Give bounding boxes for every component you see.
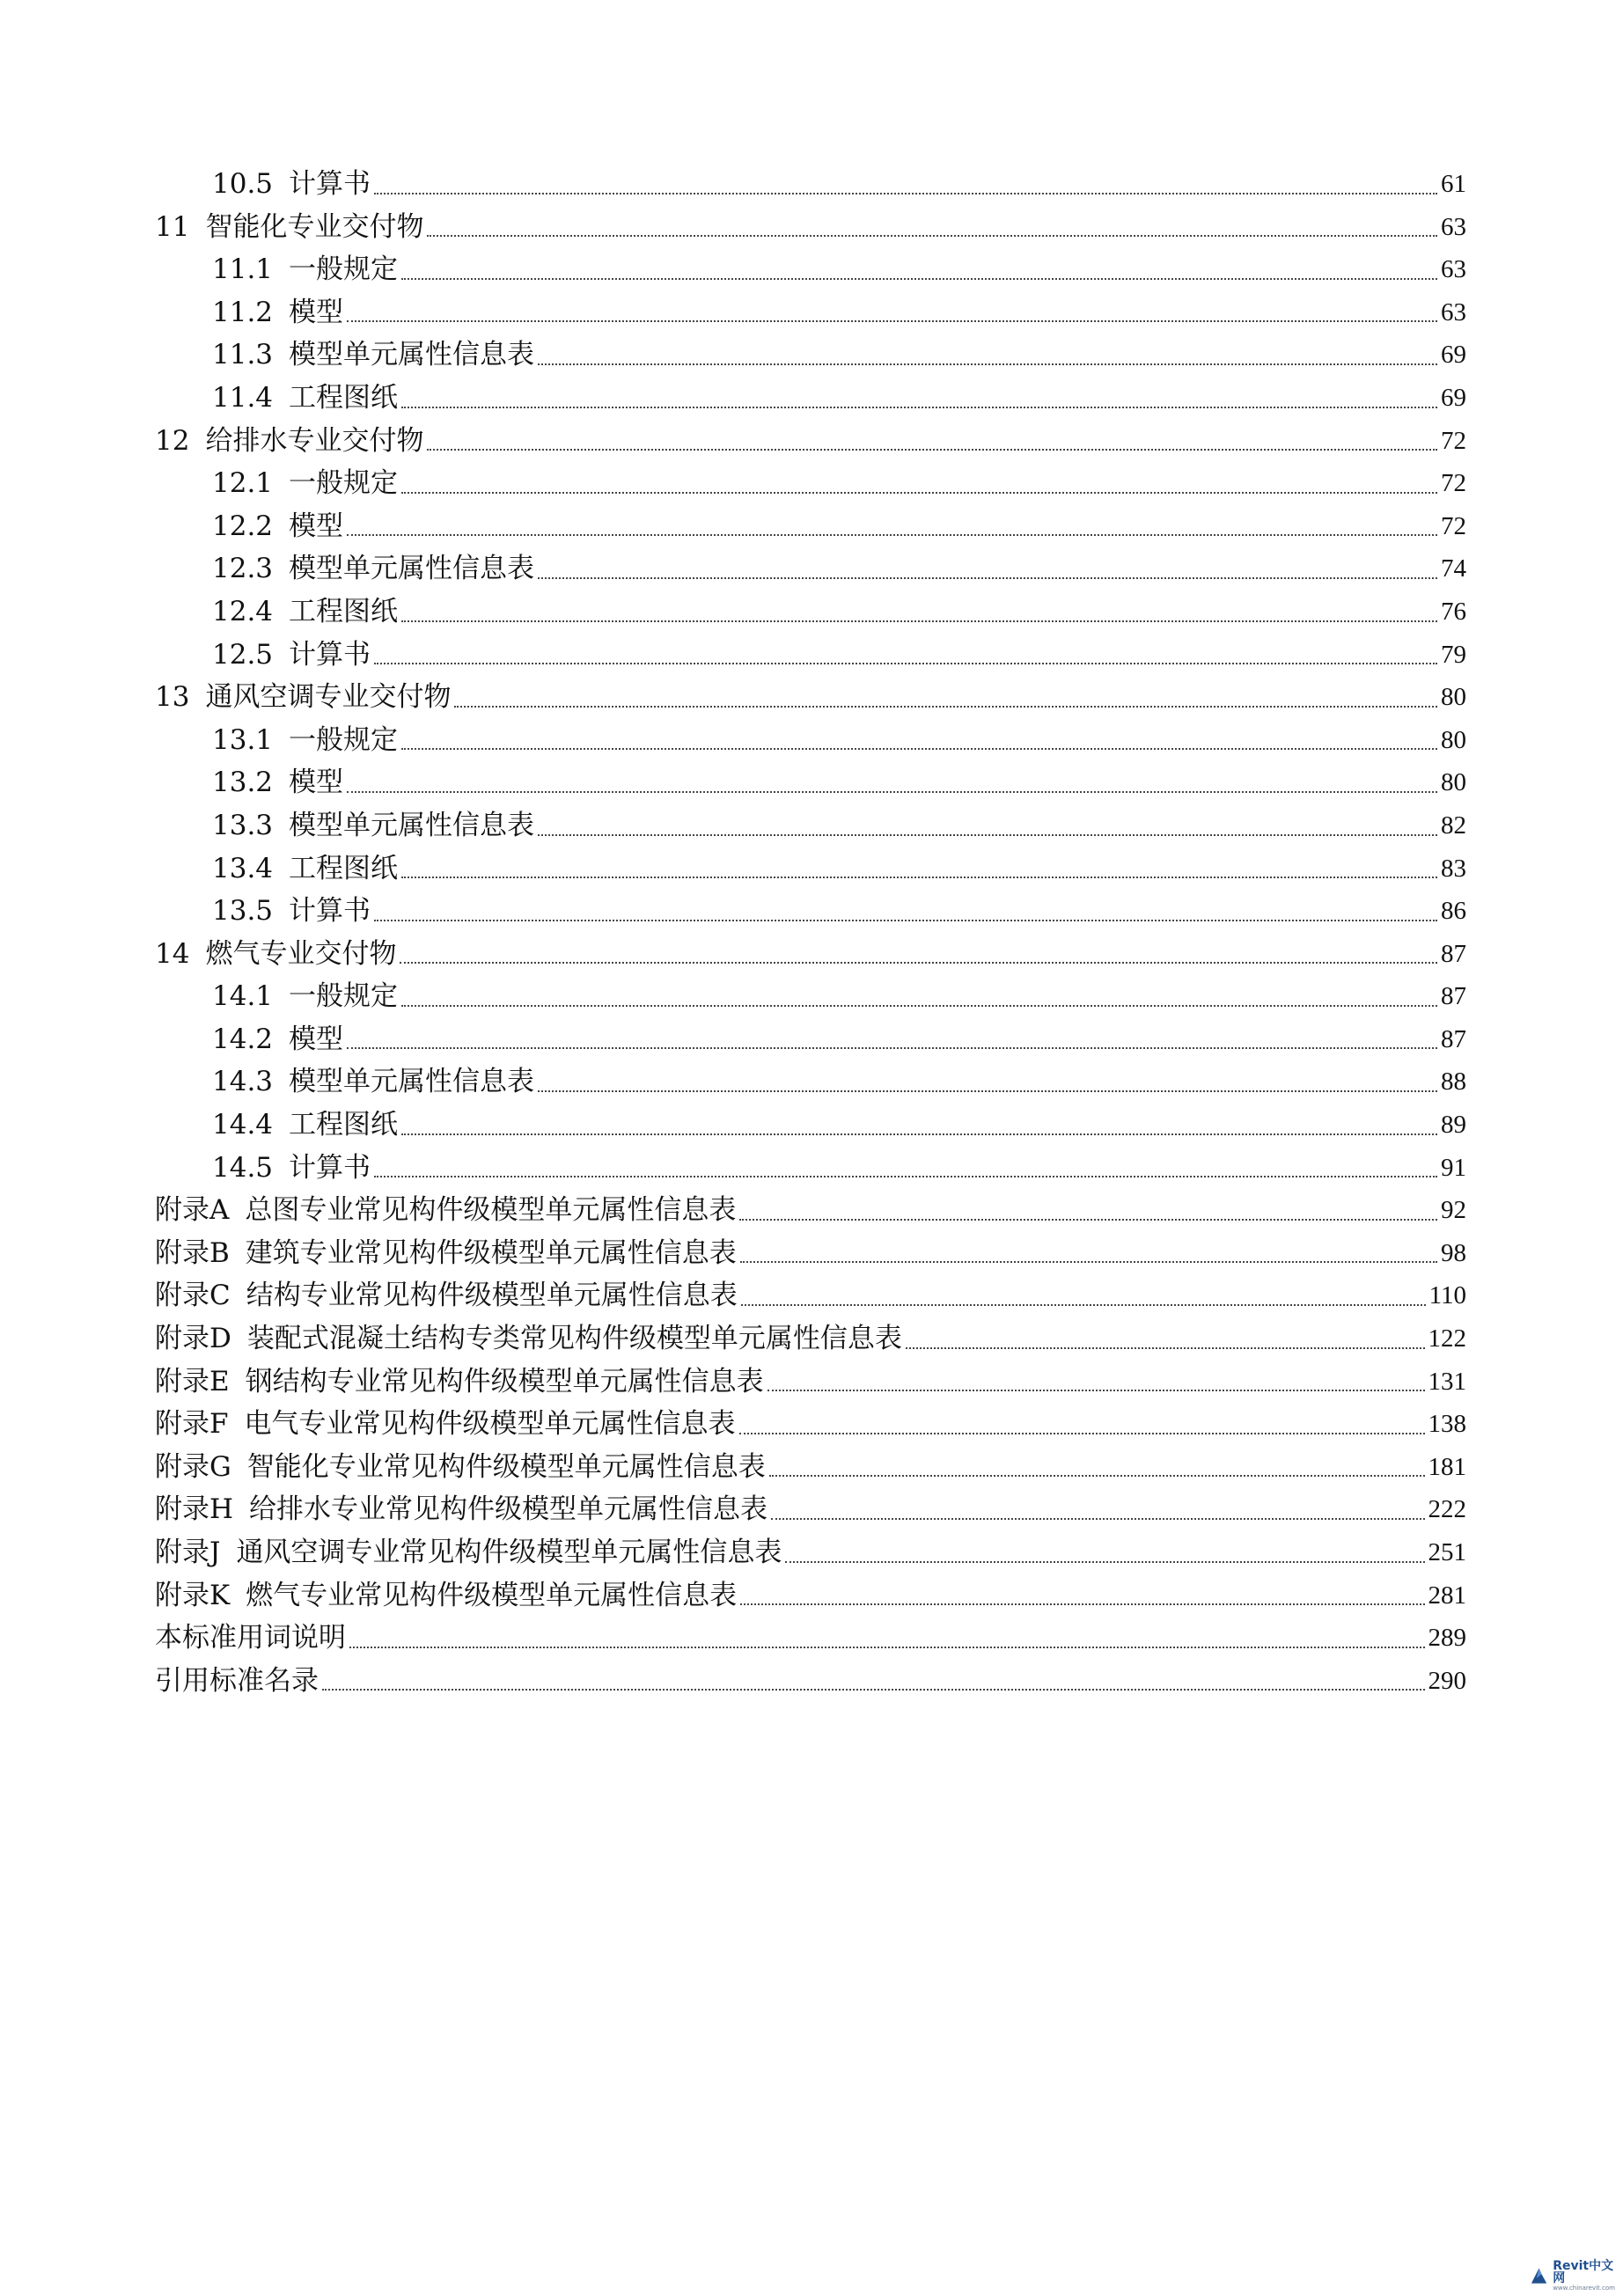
toc-entry-label: [155, 206, 423, 249]
toc-leader-dots: [538, 577, 1437, 579]
toc-entry[interactable]: [155, 890, 1466, 933]
toc-entry-label: [212, 462, 398, 505]
toc-entry-title: 模型: [289, 296, 344, 328]
toc-page-number: 72: [1441, 469, 1466, 498]
toc-page-number: 82: [1441, 811, 1466, 840]
toc-entry[interactable]: [155, 804, 1466, 847]
toc-entry-label: [155, 1574, 737, 1617]
toc-entry-number: 11.4: [212, 381, 274, 414]
toc-leader-dots: [771, 1518, 1424, 1520]
toc-entry-number: 11.2: [212, 296, 274, 328]
toc-entry-number: 附录C: [155, 1280, 231, 1312]
toc-leader-dots: [347, 1047, 1437, 1049]
toc-entry-label: [212, 847, 398, 891]
toc-entry[interactable]: [155, 420, 1466, 463]
toc-entry-label: [212, 975, 398, 1018]
toc-entry-number: 13.3: [212, 809, 274, 841]
toc-entry-title: 通风空调专业交付物: [205, 681, 452, 714]
toc-entry-label: [155, 1531, 782, 1574]
toc-entry-label: [212, 591, 398, 634]
toc-entry-title: 结构专业常见构件级模型单元属性信息表: [246, 1280, 738, 1312]
toc-entry[interactable]: [155, 933, 1466, 976]
toc-leader-dots: [427, 449, 1437, 451]
toc-entry-label: [155, 676, 451, 719]
toc-leader-dots: [374, 663, 1437, 664]
toc-entry[interactable]: [155, 1104, 1466, 1147]
toc-entry-number: 13.4: [212, 852, 274, 884]
toc-page-number: 80: [1441, 683, 1466, 712]
toc-page-number: 290: [1428, 1666, 1466, 1695]
toc-entry-title: 智能化专业常见构件级模型单元属性信息表: [246, 1450, 766, 1483]
toc-entry-title: 装配式混凝土结构专类常见构件级模型单元属性信息表: [246, 1323, 902, 1355]
toc-entry-title: 模型单元属性信息表: [289, 1066, 535, 1098]
toc-entry-label: [212, 804, 534, 847]
toc-entry[interactable]: [155, 462, 1466, 505]
toc-leader-dots: [401, 748, 1437, 750]
toc-entry-label: [212, 163, 371, 206]
toc-entry[interactable]: [155, 1488, 1466, 1531]
toc-entry-number: 附录D: [155, 1323, 231, 1355]
toc-leader-dots: [347, 320, 1437, 322]
toc-entry-number: 附录F: [155, 1408, 229, 1441]
toc-entry-label: [155, 1446, 766, 1489]
toc-entry-label: [212, 547, 534, 591]
toc-entry[interactable]: [155, 761, 1466, 804]
toc-entry-label: [155, 1317, 902, 1361]
toc-entry[interactable]: [155, 1446, 1466, 1489]
toc-entry-title: 燃气专业常见构件级模型单元属性信息表: [246, 1579, 738, 1611]
toc-entry[interactable]: [155, 1147, 1466, 1190]
toc-entry[interactable]: [155, 1531, 1466, 1574]
toc-entry-label: [212, 291, 343, 334]
toc-leader-dots: [401, 278, 1437, 280]
toc-entry-title: 工程图纸: [289, 381, 399, 414]
toc-entry-label: [212, 1104, 398, 1147]
toc-leader-dots: [785, 1561, 1424, 1563]
toc-entry-number: 13.2: [212, 767, 274, 799]
toc-page-number: 88: [1441, 1067, 1466, 1097]
toc-page-number: 89: [1441, 1111, 1466, 1140]
toc-entry-number: 10.5: [212, 168, 274, 200]
toc-entry[interactable]: [155, 1274, 1466, 1317]
toc-entry-number: 附录J: [155, 1537, 221, 1568]
toc-entry-title: 模型单元属性信息表: [289, 553, 535, 585]
toc-page-number: 74: [1441, 554, 1466, 583]
toc-entry[interactable]: [155, 1189, 1466, 1232]
toc-entry[interactable]: [155, 163, 1466, 206]
toc-page-number: 63: [1441, 255, 1466, 284]
toc-entry-number: 附录A: [155, 1194, 230, 1227]
toc-entry[interactable]: [155, 248, 1466, 291]
toc-page-number: 80: [1441, 768, 1466, 797]
toc-entry[interactable]: [155, 591, 1466, 634]
toc-entry-number: 14.5: [212, 1151, 274, 1184]
toc-page-number: 79: [1441, 640, 1466, 669]
toc-entry[interactable]: [155, 1232, 1466, 1275]
toc-page-number: 222: [1428, 1495, 1466, 1524]
toc-entry-title: 总图专业常见构件级模型单元属性信息表: [245, 1194, 737, 1227]
toc-page-number: 86: [1441, 897, 1466, 926]
toc-entry-number: 14.1: [212, 980, 274, 1013]
toc-leader-dots: [538, 1090, 1437, 1092]
toc-entry-title: 模型: [289, 767, 344, 799]
toc-leader-dots: [322, 1689, 1425, 1691]
toc-leader-dots: [401, 492, 1437, 494]
toc-entry-title: 给排水专业常见构件级模型单元属性信息表: [249, 1493, 768, 1526]
toc-leader-dots: [906, 1347, 1425, 1349]
toc-entry-number: 11.1: [212, 253, 274, 286]
toc-entry-label: [212, 1147, 371, 1190]
toc-entry-label: [155, 1660, 319, 1703]
toc-page-number: 63: [1441, 297, 1466, 326]
toc-entry-title: 钢结构专业常见构件级模型单元属性信息表: [245, 1365, 764, 1397]
toc-entry-title: 计算书: [289, 895, 371, 928]
toc-entry-label: [212, 890, 371, 933]
toc-leader-dots: [374, 1176, 1437, 1177]
toc-entry-number: 13: [155, 681, 190, 714]
toc-entry-title: 一般规定: [289, 467, 399, 500]
toc-entry-title: 智能化专业交付物: [205, 210, 424, 243]
toc-page-number: 69: [1441, 341, 1466, 370]
toc-leader-dots: [347, 791, 1437, 793]
toc-entry-number: 附录K: [155, 1579, 231, 1611]
toc-entry-number: 12.4: [212, 595, 274, 627]
toc-entry-title: 工程图纸: [289, 852, 399, 884]
toc-entry-number: 11: [155, 210, 190, 243]
toc-entry-number: 14.3: [212, 1066, 274, 1098]
toc-entry-title: 电气专业常见构件级模型单元属性信息表: [244, 1408, 736, 1441]
toc-entry-title: 模型: [289, 510, 344, 542]
toc-leader-dots: [741, 1304, 1426, 1306]
toc-leader-dots: [400, 962, 1437, 964]
toc-page-number: 83: [1441, 854, 1466, 883]
toc-entry-title: 模型单元属性信息表: [289, 809, 535, 841]
toc-entry[interactable]: [155, 291, 1466, 334]
toc-entry-label: [212, 377, 398, 420]
toc-entry-label: [212, 761, 343, 804]
toc-page-number: 87: [1441, 982, 1466, 1011]
toc-leader-dots: [538, 363, 1437, 365]
toc-page-number: 138: [1428, 1410, 1466, 1439]
toc-page-number: 63: [1441, 212, 1466, 241]
toc-entry-label: [155, 420, 423, 463]
toc-entry-label: [155, 1189, 736, 1232]
toc-entry-label: [212, 719, 398, 762]
toc-page-number: 289: [1428, 1624, 1466, 1653]
toc-page-number: 251: [1428, 1538, 1466, 1566]
toc-entry[interactable]: [155, 634, 1466, 677]
toc-entry-number: 14: [155, 937, 190, 970]
toc-entry-title: 工程图纸: [289, 1109, 399, 1141]
toc-entry-label: [212, 248, 398, 291]
toc-entry-title: 本标准用词说明: [155, 1622, 346, 1654]
watermark-brand: Revit中文网: [1553, 2259, 1614, 2285]
toc-page-number: 80: [1441, 725, 1466, 754]
toc-page-number: 72: [1441, 511, 1466, 540]
toc-entry[interactable]: [155, 1060, 1466, 1104]
toc-entry-number: 14.4: [212, 1109, 274, 1141]
toc-entry[interactable]: [155, 505, 1466, 548]
toc-entry[interactable]: [155, 676, 1466, 719]
toc-page-number: 181: [1428, 1452, 1466, 1481]
toc-page-number: 98: [1441, 1238, 1466, 1267]
toc-entry-label: [155, 1617, 346, 1660]
toc-entry-label: [155, 1488, 767, 1531]
toc-entry-label: [155, 1232, 737, 1275]
toc-entry-title: 引用标准名录: [155, 1664, 319, 1697]
toc-entry-label: [155, 1274, 738, 1317]
toc-entry-number: 12.5: [212, 638, 274, 671]
toc-leader-dots: [401, 1005, 1437, 1007]
toc-entry-title: 一般规定: [289, 253, 399, 286]
toc-entry-number: 14.2: [212, 1023, 274, 1055]
toc-leader-dots: [427, 235, 1437, 237]
toc-entry-title: 燃气专业交付物: [205, 937, 397, 970]
toc-entry-title: 通风空调专业常见构件级模型单元属性信息表: [236, 1537, 782, 1568]
revit-logo-icon: [1530, 2266, 1548, 2285]
toc-page-number: 110: [1428, 1281, 1466, 1310]
toc-entry-number: 12.3: [212, 553, 274, 585]
toc-entry[interactable]: [155, 847, 1466, 891]
toc-entry[interactable]: [155, 1574, 1466, 1617]
toc-entry[interactable]: [155, 1317, 1466, 1361]
toc-leader-dots: [401, 1133, 1437, 1135]
toc-entry[interactable]: [155, 547, 1466, 591]
toc-leader-dots: [739, 1433, 1425, 1434]
toc-entry[interactable]: [155, 1361, 1466, 1404]
toc-page-number: 87: [1441, 1024, 1466, 1053]
toc-entry-title: 一般规定: [289, 723, 399, 756]
toc-leader-dots: [454, 706, 1437, 708]
toc-leader-dots: [769, 1475, 1425, 1477]
toc-page-number: 91: [1441, 1153, 1466, 1182]
toc-entry-number: 12: [155, 424, 190, 457]
toc-entry-label: [212, 334, 534, 377]
table-of-contents: [155, 163, 1466, 1702]
toc-entry-title: 给排水专业交付物: [205, 424, 424, 457]
toc-leader-dots: [739, 1219, 1437, 1221]
toc-entry-title: 模型: [289, 1023, 344, 1055]
toc-entry-title: 计算书: [289, 1151, 371, 1184]
toc-entry-title: 计算书: [289, 168, 371, 200]
toc-entry[interactable]: [155, 1617, 1466, 1660]
toc-entry-number: 附录B: [155, 1236, 230, 1269]
toc-entry-number: 12.1: [212, 467, 274, 500]
toc-entry-number: 附录G: [155, 1450, 231, 1483]
toc-entry-number: 13.5: [212, 895, 274, 928]
toc-page-number: 92: [1441, 1196, 1466, 1225]
toc-entry-number: 附录E: [155, 1365, 230, 1397]
toc-entry-label: [212, 1018, 343, 1061]
toc-leader-dots: [374, 920, 1437, 921]
toc-entry-label: [155, 933, 396, 976]
toc-entry[interactable]: [155, 975, 1466, 1018]
toc-entry-label: [155, 1403, 736, 1446]
toc-entry[interactable]: [155, 334, 1466, 377]
toc-page-number: 76: [1441, 597, 1466, 626]
toc-entry-label: [212, 505, 343, 548]
toc-page-number: 131: [1428, 1367, 1466, 1396]
toc-entry-label: [212, 1060, 534, 1104]
toc-entry[interactable]: [155, 719, 1466, 762]
toc-leader-dots: [401, 877, 1437, 878]
toc-leader-dots: [401, 620, 1437, 622]
toc-page-number: 87: [1441, 939, 1466, 968]
toc-entry-number: 附录H: [155, 1493, 234, 1526]
toc-page-number: 122: [1428, 1324, 1466, 1353]
toc-leader-dots: [349, 1647, 1425, 1648]
toc-entry[interactable]: [155, 377, 1466, 420]
toc-entry[interactable]: [155, 1403, 1466, 1446]
toc-leader-dots: [538, 834, 1437, 836]
toc-entry-title: 计算书: [289, 638, 371, 671]
toc-entry-number: 11.3: [212, 339, 274, 371]
toc-entry-title: 工程图纸: [289, 595, 399, 627]
toc-entry-title: 模型单元属性信息表: [289, 339, 535, 371]
toc-leader-dots: [401, 407, 1437, 408]
watermark-logo: [1530, 2260, 1623, 2292]
toc-leader-dots: [740, 1603, 1424, 1605]
toc-entry[interactable]: [155, 1660, 1466, 1703]
toc-entry-title: 一般规定: [289, 980, 399, 1013]
toc-leader-dots: [740, 1261, 1437, 1263]
watermark-site: www.chinarevit.com: [1553, 2285, 1615, 2292]
toc-leader-dots: [347, 534, 1437, 536]
toc-entry-title: 建筑专业常见构件级模型单元属性信息表: [245, 1236, 737, 1269]
toc-entry-number: 12.2: [212, 510, 274, 542]
toc-page-number: 69: [1441, 383, 1466, 412]
toc-leader-dots: [374, 193, 1437, 194]
toc-entry[interactable]: [155, 1018, 1466, 1061]
toc-page-number: 72: [1441, 426, 1466, 455]
toc-entry-label: [155, 1361, 764, 1404]
toc-page-number: 61: [1441, 170, 1466, 198]
toc-entry-number: 13.1: [212, 723, 274, 756]
toc-page-number: 281: [1428, 1581, 1466, 1610]
toc-entry-label: [212, 634, 371, 677]
toc-entry[interactable]: [155, 206, 1466, 249]
toc-leader-dots: [767, 1390, 1425, 1391]
